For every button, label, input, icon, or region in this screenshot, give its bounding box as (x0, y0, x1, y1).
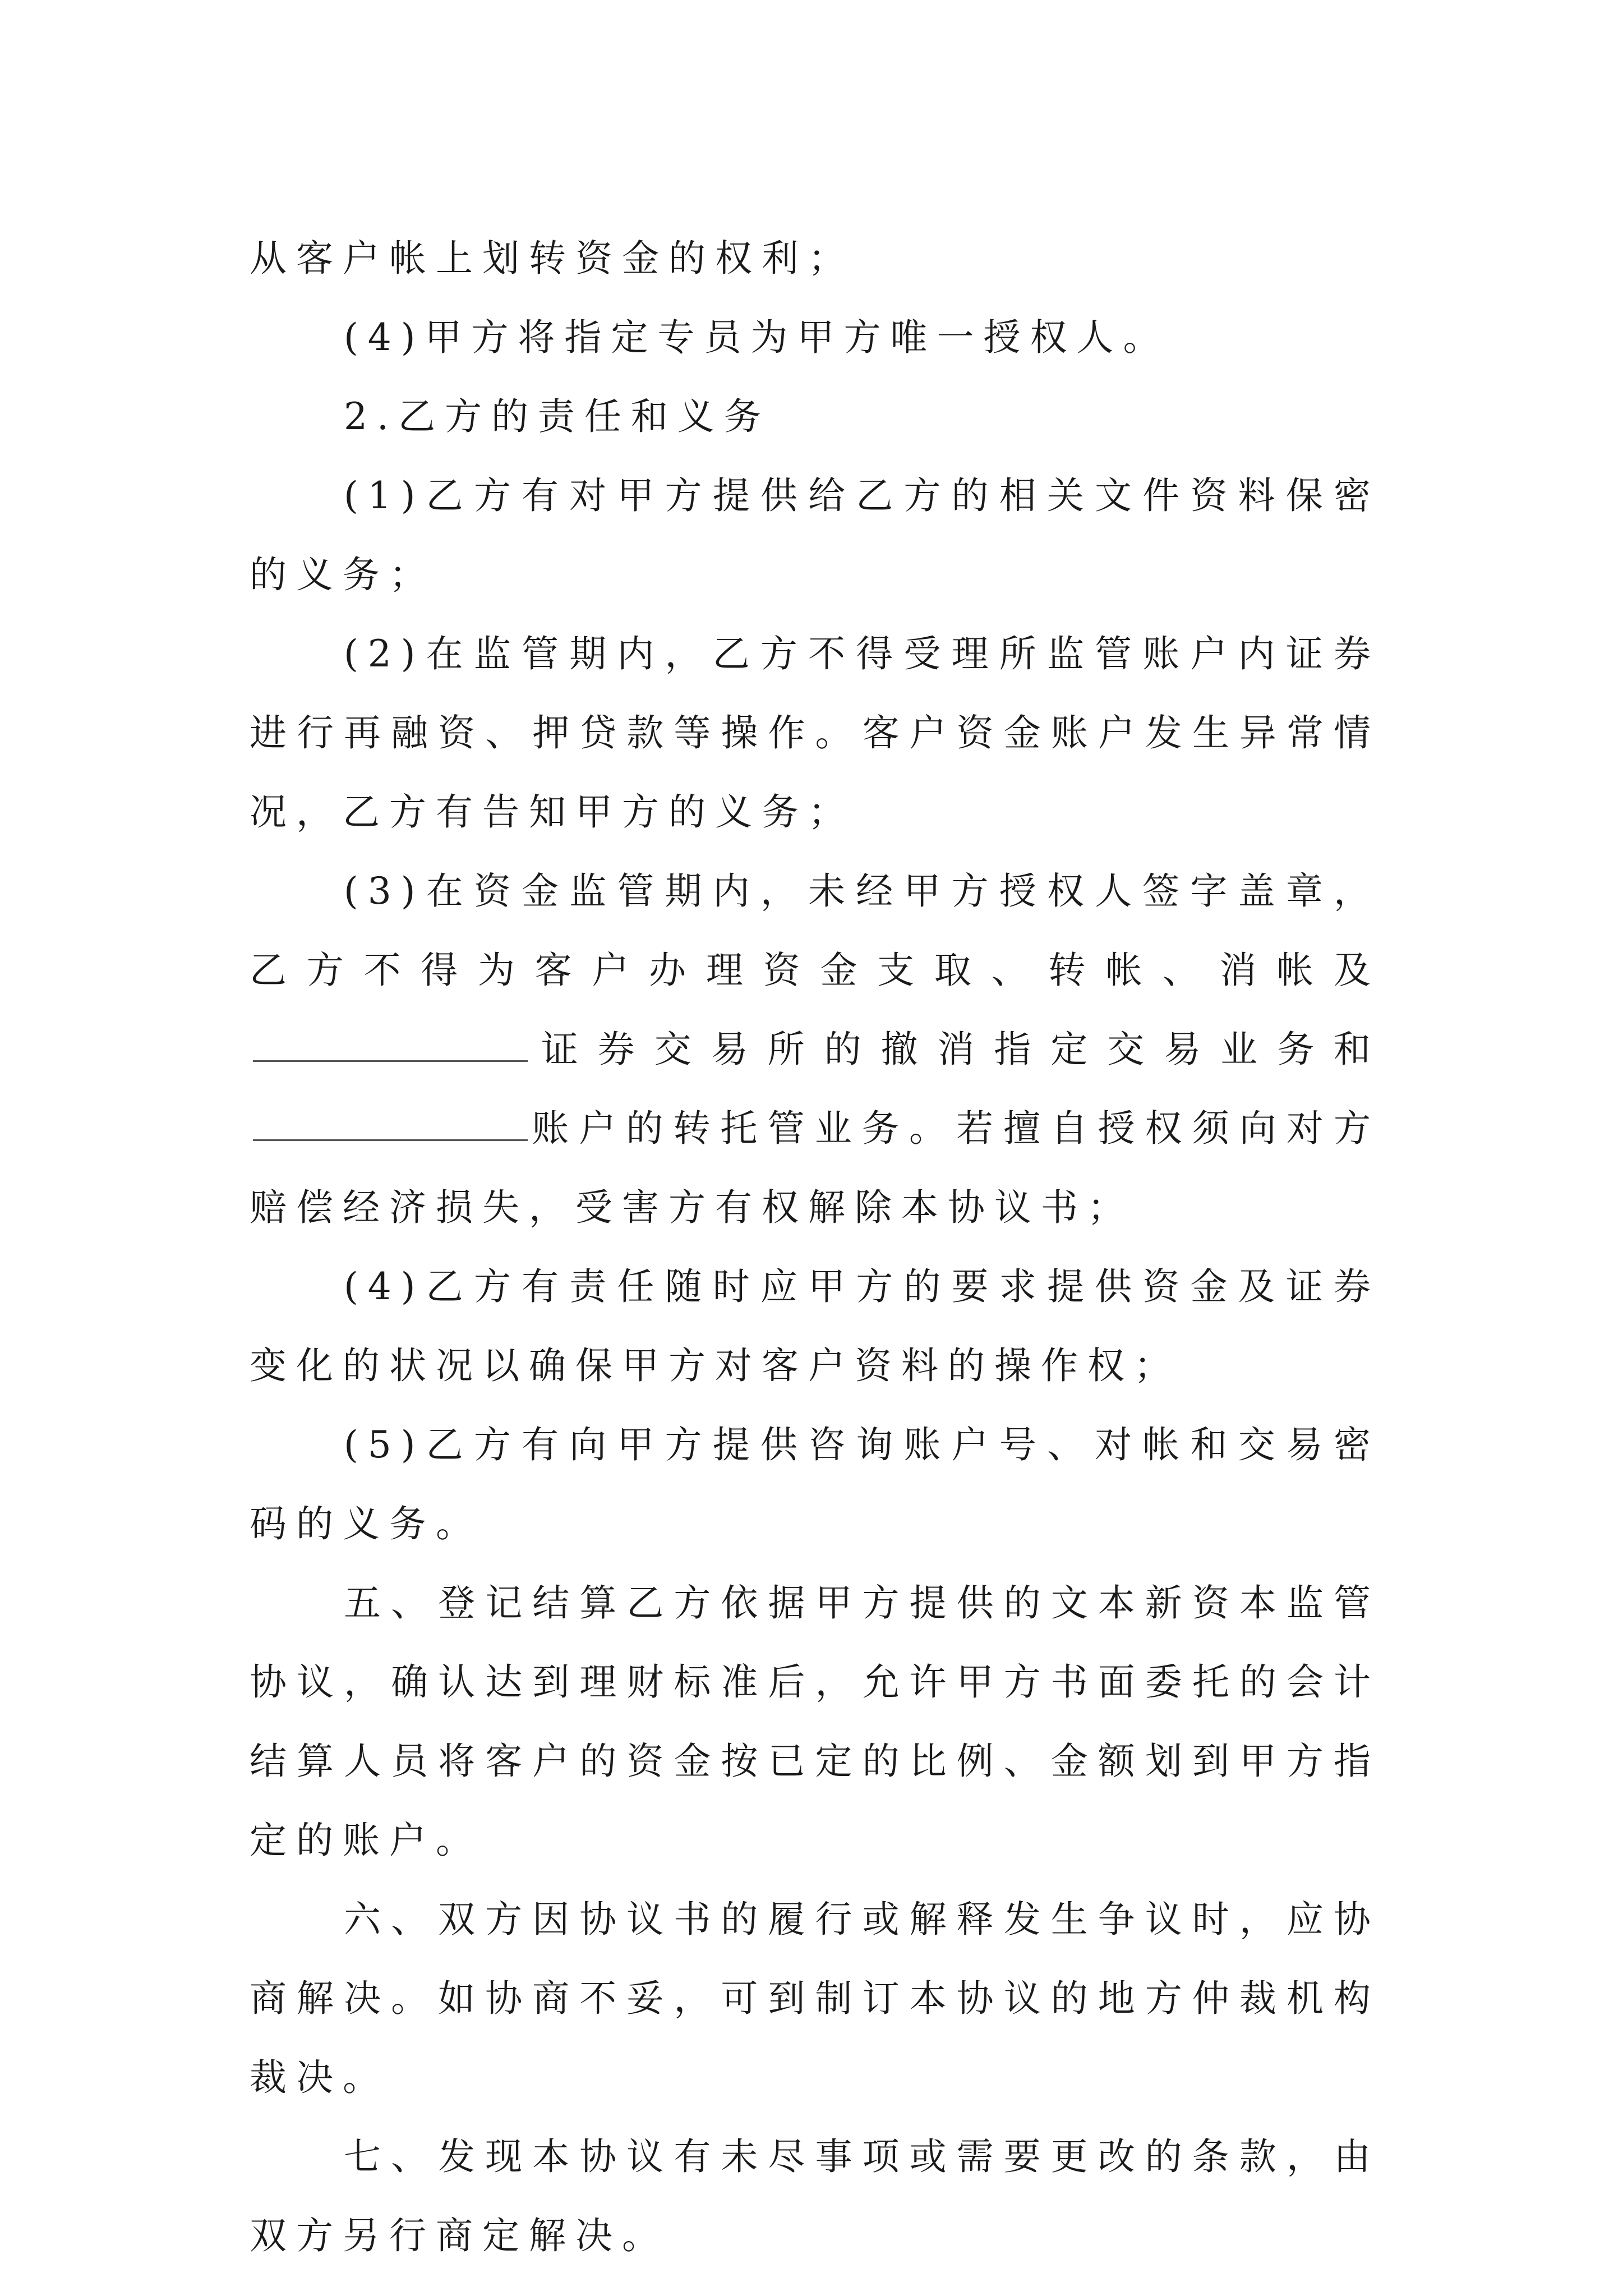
paragraph-continuation: 从客户帐上划转资金的权利； (250, 237, 855, 280)
clause-b3-text-part3: 账户的转托管业务。若擅自授权须向对方赔偿经济损失，受害方有权解除本协议书； (250, 1107, 1380, 1229)
clause-b3-text-part2: 证券交易所的撤消指定交易业务和 (531, 1028, 1380, 1071)
paragraph-clause-b5: (5)乙方有向甲方提供咨询账户号、对帐和交易密码的义务。 (250, 1423, 1380, 1545)
paragraph-clause-b3 (250, 852, 1380, 1247)
document-body (250, 219, 1380, 2275)
fill-in-blank-exchange[interactable] (253, 1027, 528, 1062)
paragraph-article-6: 六、双方因协议书的履行或解释发生争议时，应协商解决。如协商不妥，可到制订本协议的地方仲裁机构裁决。 (250, 1898, 1380, 2099)
paragraph-clause-b1: (1)乙方有对甲方提供给乙方的相关文件资料保密的义务； (250, 474, 1380, 596)
fill-in-blank-account[interactable] (253, 1106, 528, 1141)
paragraph-article-5: 五、登记结算乙方依据甲方提供的文本新资本监管协议，确认达到理财标准后，允许甲方书面委托的会计结算人员将客户的资金按已定的比例、金额划到甲方指定的账户。 (250, 1581, 1380, 1862)
paragraph-clause-b4: (4)乙方有责任随时应甲方的要求提供资金及证券变化的状况以确保甲方对客户资料的操作权； (250, 1265, 1380, 1387)
paragraph-clause-b2: (2)在监管期内，乙方不得受理所监管账户内证券进行再融资、押贷款等操作。客户资金账户发生异常情况，乙方有告知甲方的义务； (250, 632, 1380, 834)
clause-b3-text-part1: (3)在资金监管期内，未经甲方授权人签字盖章，乙方不得为客户办理资金支取、转帐、消帐及 (250, 869, 1380, 992)
paragraph-article-7: 七、发现本协议有未尽事项或需要更改的条款，由双方另行商定解决。 (250, 2135, 1380, 2257)
section-heading-party-b-duties: 2.乙方的责任和义务 (344, 395, 771, 438)
paragraph-clause-a4: (4)甲方将指定专员为甲方唯一授权人。 (344, 316, 1170, 359)
